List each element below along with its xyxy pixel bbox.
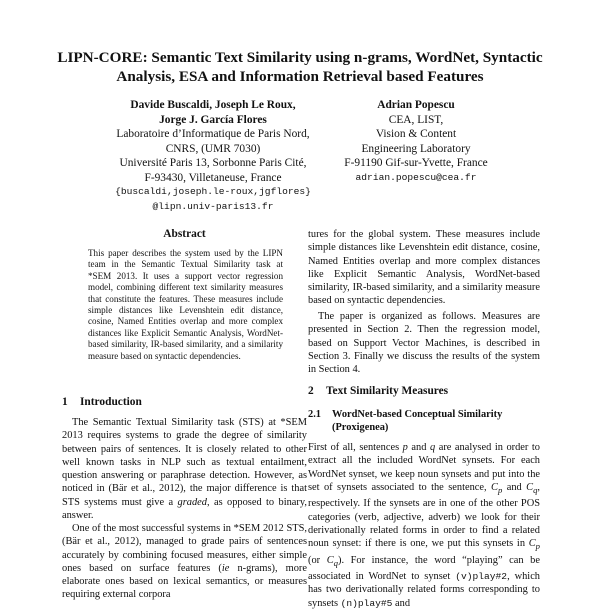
text-run: , as opposed to binary, answer. xyxy=(62,496,307,522)
subsection-title-line-2: (Proxigenea) xyxy=(332,422,389,434)
text-run: , respectively. If the synsets are in one of the other POS categories (verb, adjective, adverb) we look for their derivationally related forms in order to find a related noun synset: if there is one, we put this synsets in xyxy=(308,481,540,550)
section-number: 1 xyxy=(62,396,68,408)
text-run: ). For instance, the word “playing” can be associated in WordNet to synset xyxy=(308,554,540,582)
section-title: Introduction xyxy=(80,396,142,408)
author-block-left xyxy=(78,98,348,214)
text-run: and xyxy=(407,442,430,453)
email-line-2: @lipn.univ-paris13.fr xyxy=(152,200,274,212)
right-paragraph-continued: tures for the global system. These measures include simple distances like Levenshtein edit distance, cosine, Named Entities overlap and more complex distances like Explicit Semantic Analysis, WordNet-based similarity, IR-based similarity, and a similarity measure based on syntactic dependencies. xyxy=(308,229,540,307)
section-number: 2 xyxy=(308,385,314,397)
text-run: (or xyxy=(308,554,327,566)
author-name: Adrian Popescu xyxy=(377,99,455,111)
intro-paragraph-2 xyxy=(62,522,307,602)
code-run: (n)play#5 xyxy=(340,597,393,609)
abstract-text: This paper describes the system used by the LIPN team in the Semantic Textual Similarity task at *SEM 2013. It uses a support vector regression model, combining different text similarity measures that constitute the features. These measures include simple distances like Levenshtein edit distance, cosine, Named Entities overlap and more complex distances like Explicit Semantic Analysis, WordNet-based similarity, IR-based similarity, and a similarity measure based on syntactic dependencies. xyxy=(88,248,283,361)
affiliation-line: Vision & Content xyxy=(375,128,457,140)
right-paragraph-organization: The paper is organized as follows. Measures are presented in Section 2. Then the regression model, based on Support Vector Machines, is described in Section 3. Finally we discuss the results of the system in Section 4. xyxy=(308,311,540,376)
math-subscript: q xyxy=(533,484,538,495)
paper-title xyxy=(40,48,560,86)
author-block-right xyxy=(318,98,514,185)
text-run: and xyxy=(392,597,411,609)
section-1-heading xyxy=(62,396,142,408)
title-line-2: Analysis, ESA and Information Retrieval based Features xyxy=(116,68,484,85)
section-2-1-paragraph xyxy=(308,441,540,610)
math-var: C xyxy=(528,538,536,550)
affiliation-line: F-91190 Gif-sur-Yvette, France xyxy=(344,157,488,169)
email: adrian.popescu@cea.fr xyxy=(355,171,477,183)
text-run: are analysed in order to extract all the included WordNet synsets. For each WordNet synset, we keep noun synsets and put into the set of synsets associated to the sentence, xyxy=(308,442,540,493)
math-var: C xyxy=(491,481,498,493)
intro-paragraph-1 xyxy=(62,416,307,522)
section-2-heading xyxy=(308,385,448,397)
abstract-heading: Abstract xyxy=(163,228,206,240)
subsection-title-line-1: WordNet-based Conceptual Similarity xyxy=(332,409,503,420)
affiliation-line: Université Paris 13, Sorbonne Paris Cité, xyxy=(119,157,307,169)
math-subscript: q xyxy=(333,557,338,568)
author-names-line-1: Davide Buscaldi, Joseph Le Roux, xyxy=(130,99,296,111)
email-line-1: {buscaldi,joseph.le-roux,jgflores} xyxy=(115,186,311,197)
author-names-line-2: Jorge J. García Flores xyxy=(159,113,267,126)
math-var: C xyxy=(326,554,334,566)
code-run: (v)play#2 xyxy=(455,570,508,582)
text-run: First of all, sentences xyxy=(308,442,403,453)
math-var: C xyxy=(526,481,534,493)
affiliation-line: Engineering Laboratory xyxy=(361,142,471,155)
italic-run: ie xyxy=(221,562,230,574)
text-run: The Semantic Textual Similarity task (STS) at *SEM 2013 requires systems to grade the degree of similarity between pairs of sentences. It is closely related to other well known tasks in NLP such as textual entailment, question answering or paraphrase detection. However, as noticed in (Bär et al., 2012), the major difference is that STS systems must give a xyxy=(62,417,307,508)
affiliation-line: CEA, LIST, xyxy=(388,113,444,126)
italic-run: graded xyxy=(177,496,207,508)
title-line-1: LIPN-CORE: Semantic Text Similarity using n-grams, WordNet, Syntactic xyxy=(57,49,543,66)
section-title: Text Similarity Measures xyxy=(326,385,449,397)
text-run: , which has two derivationally related forms corresponding to synsets xyxy=(308,570,541,609)
math-var: q xyxy=(429,442,436,453)
math-subscript: p xyxy=(497,484,503,495)
subsection-2-1-heading xyxy=(308,408,540,435)
text-run: n-grams), more elaborate ones based on lexical semantics, or measures requiring external corpora xyxy=(62,562,308,601)
text-run: One of the most successful systems in *SEM 2012 STS, (Bär et al., 2012), managed to grade pairs of sentences accurately by combining focused measures, either simple ones based on surface features ( xyxy=(62,523,307,574)
affiliation-line: CNRS, (UMR 7030) xyxy=(165,142,261,155)
math-subscript: p xyxy=(535,541,540,552)
math-var: p xyxy=(402,442,408,453)
subsection-number: 2.1 xyxy=(308,409,321,420)
text-run: and xyxy=(502,481,527,493)
affiliation-line: F-93430, Villetaneuse, France xyxy=(144,171,282,184)
affiliation-line: Laboratoire d’Informatique de Paris Nord, xyxy=(116,128,310,140)
